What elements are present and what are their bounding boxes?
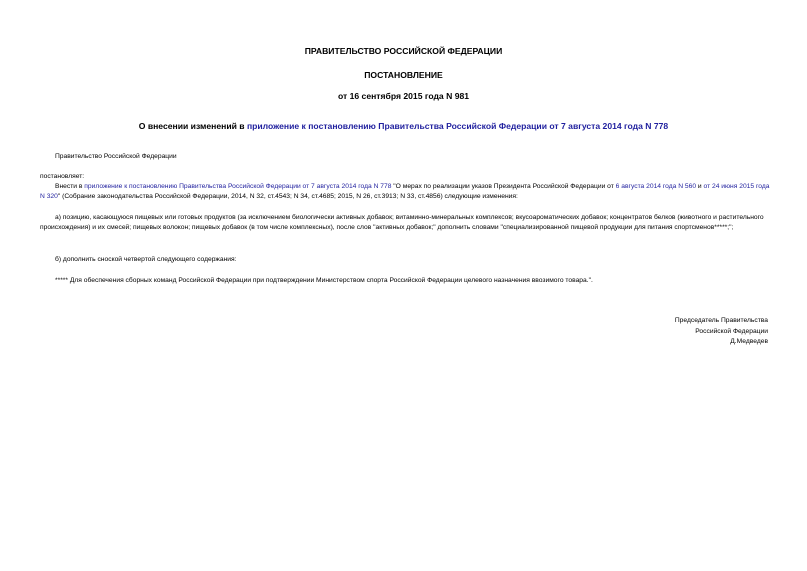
amendment-text-2: "О мерах по реализации указов Президента Российской Федерации от <box>391 183 616 190</box>
signature-position: Председатель Правительства <box>674 317 768 324</box>
signature-organization: Российской Федерации <box>695 327 768 335</box>
footnote-paragraph: ***** Для обеспечения сборных команд Российской Федерации при подтверждении Министерством спорта Российской Федерации целевого назначения ввозимого товара.". <box>55 277 593 284</box>
signature-name: Д.Медведев <box>730 338 768 346</box>
amendment-text-1: Внести в <box>55 183 85 190</box>
document-title <box>40 121 767 131</box>
subject-paragraph: Правительство Российской Федерации <box>55 153 177 160</box>
decrees-paragraph: постановляет: <box>40 173 85 180</box>
government-heading: ПРАВИТЕЛЬСТВО РОССИЙСКОЙ ФЕДЕРАЦИИ <box>304 46 503 56</box>
decree-320-link[interactable]: от 24 июня 2015 года N 320 <box>40 183 770 200</box>
item-b-paragraph: б) дополнить сноской четвертой следующего содержания: <box>55 256 237 263</box>
title-link[interactable]: приложение к постановлению Правительства Российской Федерации от 7 августа 2014 года N 778 <box>246 121 669 131</box>
date-number-heading: от 16 сентября 2015 года N 981 <box>337 91 470 101</box>
amendment-text-3: и <box>696 183 704 190</box>
amendment-text-4: " (Собрание законодательства Российской Федерации, 2014, N 32, ст.4543; N 34, ст.4685; 2015, N 26, ст.3913; N 33, ст.4856) следующие изменения: <box>57 192 518 200</box>
amendment-paragraph <box>40 182 770 201</box>
item-a-paragraph: а) позицию, касающуюся пищевых или готовых продуктов (за исключением биологически активных добавок; витаминно-минеральных комплексов; вкусоароматических добавок; концентратов белков (животного и растительного происхождения) и их смесей; пищевых волокон; пищевых добавок (в том числе комплексных), после слов "активных добавок;" дополнить словами "специализированной пищевой продукции для питания спортсменов*****;"; <box>40 214 764 231</box>
decree-560-link[interactable]: 6 августа 2014 года N 560 <box>615 183 697 190</box>
appendix-link[interactable]: приложение к постановлению Правительства Российской Федерации от 7 августа 2014 года N 778 <box>84 183 392 190</box>
title-prefix: О внесении изменений в <box>138 121 247 131</box>
signature-block <box>675 316 768 348</box>
document-type-heading: ПОСТАНОВЛЕНИЕ <box>364 70 443 80</box>
